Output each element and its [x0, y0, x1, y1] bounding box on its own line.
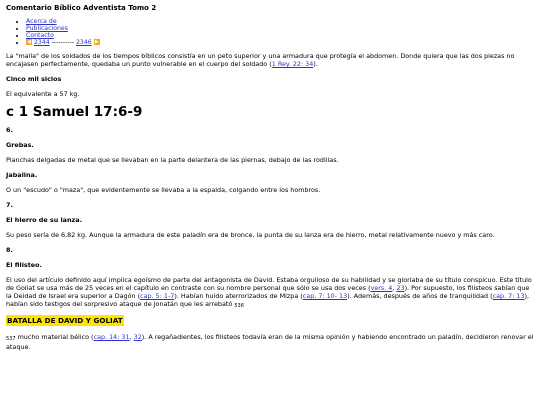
paragraph-filisteo: El uso del artículo definido aquí implica egoísmo de parte del antagonista de David. Estaba orgulloso de su habilidad y se gloriaba de su título conspicuo. Este título de Goliat se usa más de 25 veces en el capítulo en contraste con su nombre personal que sólo se usa dos veces (vers. 4, 23). Por supuesto, los filisteos sabían que la Deidad de Israel era superior a Dagón (cap. 5: 1-7). Habían huido aterrorizados de Mizpa (cap. 7: 10- 13). Además, después de años de tranquilidad (cap. 7: 13), habían sido testigos del sorpresivo ataque de Jonatán que les arrebató 536 — [6, 276, 532, 309]
paragraph-jabalina: O un "escudo" o "maza", que evidentemente se llevaba a la espalda, colgando entre los hombros. — [6, 186, 321, 194]
nav-item-pager — [26, 39, 534, 46]
heading-filisteo: El filisteo. — [6, 261, 42, 269]
paragraph-last: 537 mucho material bélico (cap. 14: 31, 32). A regañadientes, los filisteos todavía eran de la misma opinión y habiendo encontrado un paladín, decidieron renovar el ataque. — [6, 333, 534, 351]
paragraph-cinco-mil: El equivalente a 57 kg. — [6, 90, 80, 98]
ref-link-1rey[interactable]: 1 Rey. 22: 34 — [271, 60, 314, 68]
paragraph-malla: La "malla" de los soldados de los tiempos bíblicos consistía en un peto superior y una armadura que protegía el abdomen. Donde quiera que las dos piezas no encajasen perfectamente, quedaba un punto vulnerable en el cuerpo del soldado (1 Rey. 22: 34). — [6, 52, 515, 68]
verse-7: 7. — [6, 201, 13, 209]
heading-cinco-mil: Cinco mil siclos — [6, 75, 62, 83]
nav-item-publicaciones — [26, 25, 534, 32]
contacto-link[interactable]: Contacto — [26, 32, 54, 39]
section-title: BATALLA DE DAVID Y GOLIAT — [7, 316, 123, 325]
page-number-536: 536 — [234, 303, 244, 309]
nav-list — [6, 18, 534, 46]
heading-grebas: Grebas. — [6, 141, 34, 149]
pager-separator: ---------- — [51, 39, 75, 46]
verse-6: 6. — [6, 126, 13, 134]
section-title-wrap — [6, 317, 534, 325]
ref-link-32[interactable]: 32 — [133, 333, 142, 341]
ref-link-vers4[interactable]: vers. 4 — [370, 284, 393, 292]
verse-8: 8. — [6, 246, 13, 254]
heading-jabalina: Jabalina. — [6, 171, 38, 179]
ref-link-cap5[interactable]: cap. 5: 1-7 — [140, 292, 175, 300]
next-arrow-icon[interactable]: ▶ — [94, 39, 99, 45]
ref-link-23[interactable]: 23 — [396, 284, 405, 292]
document-title: Comentario Bíblico Adventista Tomo 2 — [6, 4, 157, 12]
heading-hierro: El hierro de su lanza. — [6, 216, 82, 224]
nav-item-contacto — [26, 32, 534, 39]
paragraph-grebas: Planchas delgadas de metal que se llevaban en la parte delantera de las piernas, debajo de las rodillas. — [6, 156, 339, 164]
ref-link-cap7-10[interactable]: cap. 7: 10- 13 — [302, 292, 348, 300]
publicaciones-link[interactable]: Publicaciones — [26, 25, 68, 32]
ref-link-cap7-13[interactable]: cap. 7: 13 — [492, 292, 525, 300]
paragraph-hierro: Su peso sería de 6,82 kg. Aunque la armadura de este paladín era de bronce, la punta de su lanza era de hierro, metal relativamente nuevo y más caro. — [6, 231, 495, 239]
prev-page-link[interactable]: 2344 — [33, 39, 50, 46]
main-heading: c 1 Samuel 17:6-9 — [6, 104, 143, 120]
next-page-link[interactable]: 2346 — [75, 39, 92, 46]
ref-link-cap14-31[interactable]: cap. 14: 31 — [93, 333, 130, 341]
prev-arrow-icon[interactable]: ◀ — [27, 39, 31, 45]
nav-item-acerca — [26, 18, 534, 25]
page-number-537: 537 — [6, 336, 16, 342]
acerca-link[interactable]: Acerca de — [26, 18, 57, 25]
